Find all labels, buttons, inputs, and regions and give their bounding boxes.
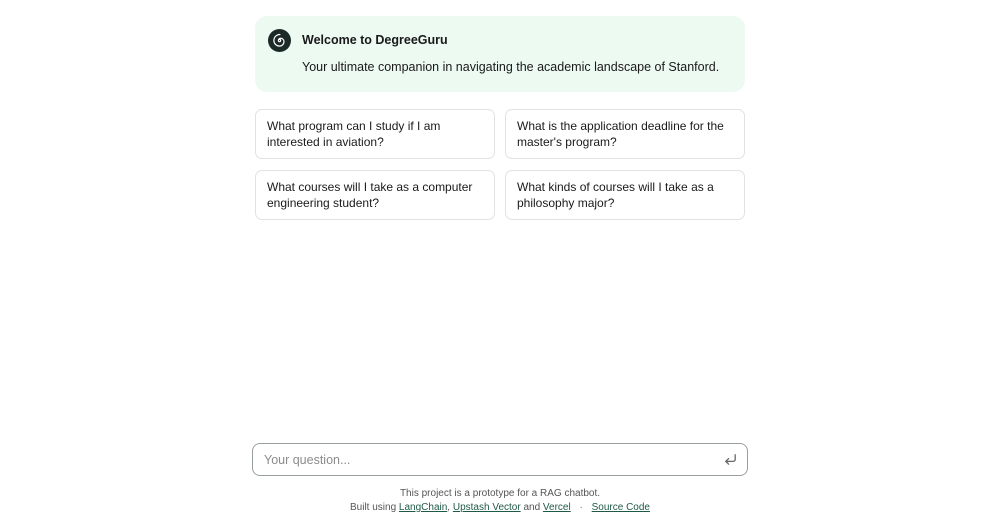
welcome-card (255, 16, 745, 92)
comma-text: , (447, 502, 451, 513)
welcome-subtitle: Your ultimate companion in navigating the academic landscape of Stanford. (302, 60, 720, 74)
and-text: and (523, 502, 541, 513)
footer-credits (0, 502, 1000, 513)
upstash-vector-link[interactable]: Upstash Vector (452, 502, 521, 513)
spiral-logo-icon (268, 29, 291, 52)
suggestion-button[interactable]: What program can I study if I am interested in aviation? (255, 109, 495, 159)
enter-arrow-icon[interactable] (723, 452, 738, 467)
question-input-container (252, 443, 748, 476)
vercel-link[interactable]: Vercel (542, 502, 571, 513)
question-input[interactable] (253, 444, 713, 475)
suggestion-button[interactable]: What courses will I take as a computer engineering student? (255, 170, 495, 220)
source-code-link[interactable]: Source Code (591, 502, 650, 513)
welcome-title: Welcome to DegreeGuru (302, 33, 448, 47)
langchain-link[interactable]: LangChain (398, 502, 448, 513)
separator-dot: · (579, 502, 583, 513)
suggestion-button[interactable]: What kinds of courses will I take as a philosophy major? (505, 170, 745, 220)
footer-note: This project is a prototype for a RAG chatbot. (399, 488, 601, 499)
suggestion-button[interactable]: What is the application deadline for the master's program? (505, 109, 745, 159)
built-using-text: Built using (350, 502, 397, 513)
